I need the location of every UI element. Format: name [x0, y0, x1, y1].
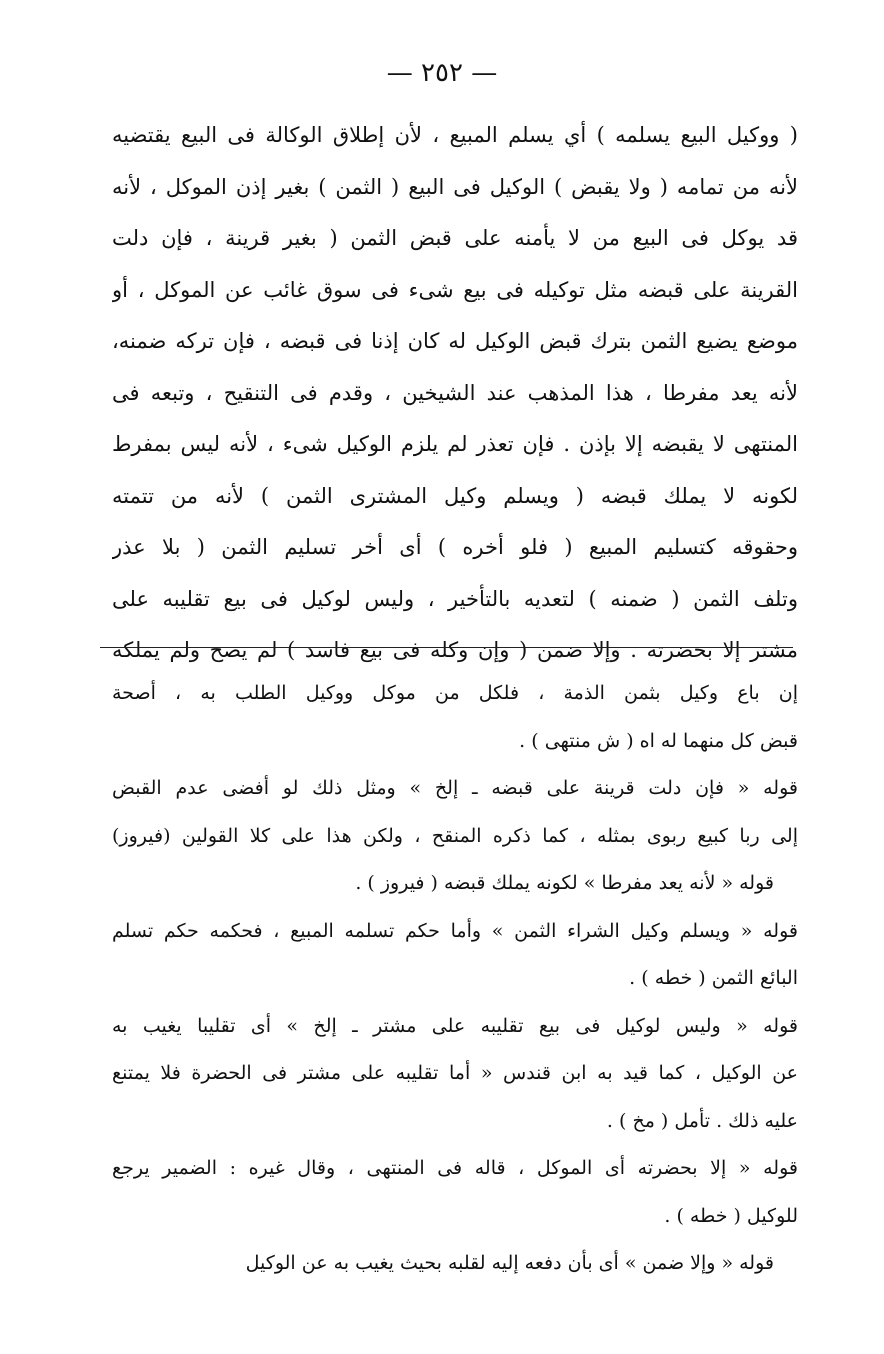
main-text-line: وتلف الثمن ( ضمنه ) لتعديه بالتأخير ، وليس لوكيل فى بيع تقليبه على [112, 586, 798, 611]
main-text-line: موضع يضيع الثمن بترك قبض الوكيل له كان إذنا فى قبضه ، فإن تركه ضمنه، [112, 329, 798, 353]
main-text-line: وحقوقه كتسليم المبيع ( فلو أخره ) أى أخر تسليم الثمن ( بلا عذر [112, 535, 798, 559]
footnote-line: قوله « إلا بحضرته أى الموكل ، قاله فى المنتهى ، وقال غيره : الضمير يرجع [112, 1157, 798, 1179]
footnote-line: إن باع وكيل بثمن الذمة ، فلكل من موكل ووكيل الطلب به ، أصحة [112, 682, 798, 704]
main-text-line: ( ووكيل البيع يسلمه ) أي يسلم المبيع ، لأن إطلاق الوكالة فى البيع يقتضيه [112, 123, 798, 147]
footnote-line: عليه ذلك . تأمل ( مخ ) . [606, 1109, 798, 1132]
footnote-divider [100, 647, 793, 648]
footnote-line: قوله « وليس لوكيل فى بيع تقليبه على مشتر ـ إلخ » أى تقليبا يغيب به [112, 1014, 798, 1037]
main-text-line: المنتهى لا يقبضه إلا بإذن . فإن تعذر لم يلزم الوكيل شىء ، لأنه ليس بمفرط [112, 432, 798, 456]
footnote-line: عن الوكيل ، كما قيد به ابن قندس « أما تقليبه على مشتر فى الحضرة فلا يمتنع [112, 1062, 798, 1084]
footnote-line: إلى ربا كبيع ربوى بمثله ، كما ذكره المنقح ، ولكن هذا على كلا القولين (فيروز) [112, 824, 798, 847]
footnote-line: قوله « ويسلم وكيل الشراء الثمن » وأما حكم تسلمه المبيع ، فحكمه حكم تسلم [112, 919, 798, 942]
footnotes [112, 670, 798, 1288]
footnote-line: للوكيل ( خطه ) . [664, 1204, 798, 1227]
page-number: — ٢٥٢ — [386, 58, 498, 88]
footnote-line: قوله « لأنه يعد مفرطا » لكونه يملك قبضه ( فيروز ) . [355, 872, 774, 894]
footnote-line: قوله « وإلا ضمن » أى بأن دفعه إليه لقلبه بحيث يغيب به عن الوكيل [245, 1252, 774, 1274]
main-text-body [112, 110, 798, 677]
main-text-line: قد يوكل فى البيع من لا يأمنه على قبض الثمن ( بغير قرينة ، فإن دلت [112, 226, 798, 250]
footnote-line: البائع الثمن ( خطه ) . [629, 967, 798, 989]
main-text-line: مشتر إلا بحضرته . وإلا ضمن ( وإن وكله فى بيع فاسد ) لم يصح ولم يملكه [112, 638, 798, 662]
main-text-line: القرينة على قبضه مثل توكيله فى بيع شىء فى سوق غائب عن الموكل ، أو [112, 277, 798, 302]
main-text-line: لأنه يعد مفرطا ، هذا المذهب عند الشيخين ، وقدم فى التنقيح ، وتبعه فى [112, 380, 798, 405]
main-text-line: لكونه لا يملك قبضه ( ويسلم وكيل المشترى الثمن ) لأنه من تتمته [112, 483, 798, 508]
footnote-line: قوله « فإن دلت قرينة على قبضه ـ إلخ » ومثل ذلك لو أفضى عدم القبض [112, 777, 798, 799]
main-text-line: لأنه من تمامه ( ولا يقبض ) الوكيل فى البيع ( الثمن ) بغير إذن الموكل ، لأنه [112, 174, 798, 199]
footnote-line: قبض كل منهما له اه ( ش منتهى ) . [519, 729, 798, 752]
